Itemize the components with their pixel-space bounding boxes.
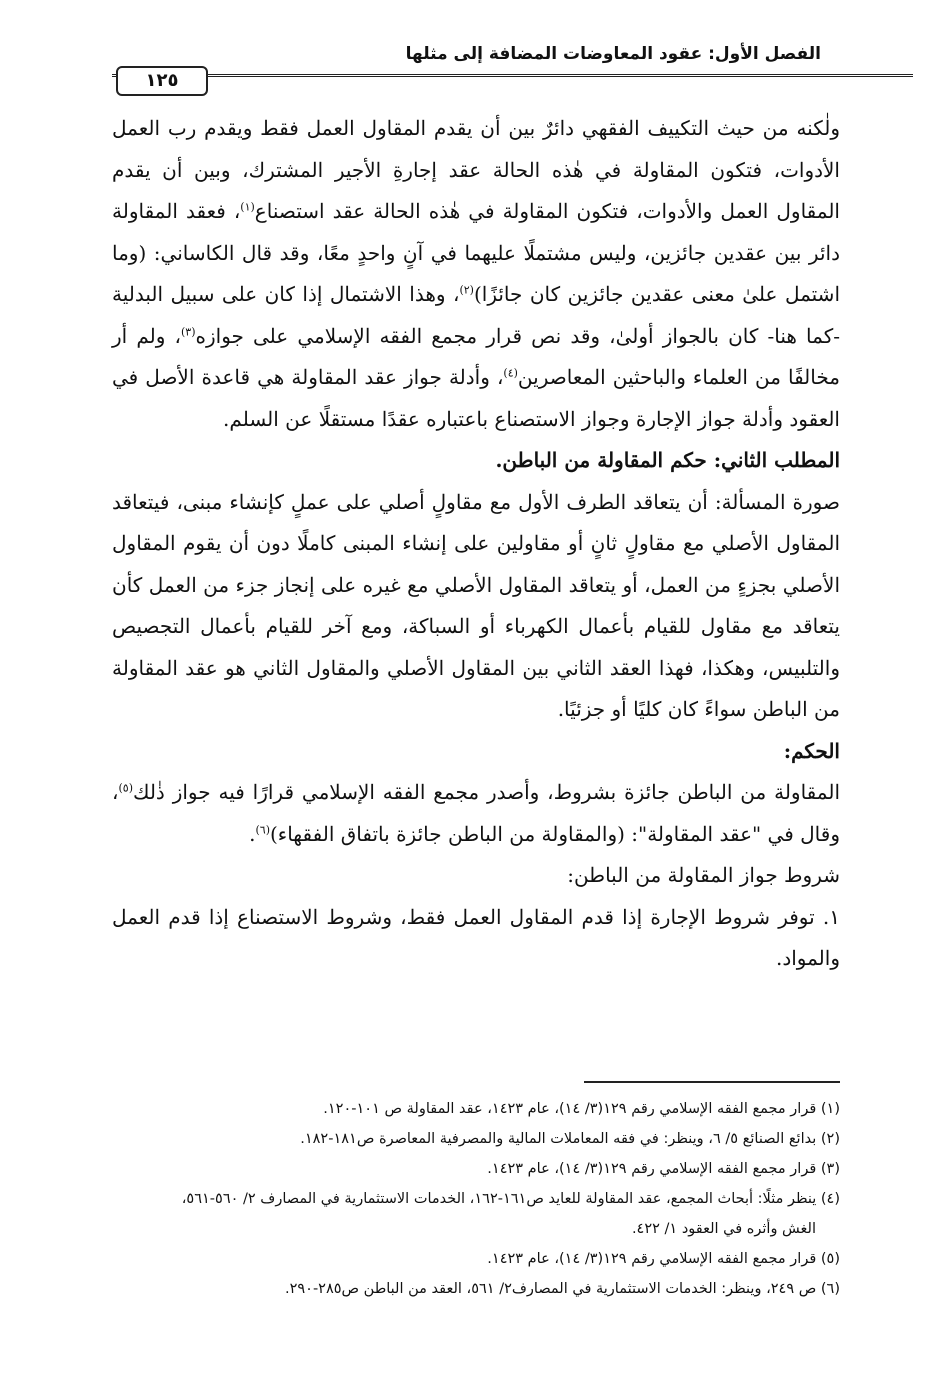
paragraph-segment: ولٰكنه من حيث التكييف الفقهي دائرٌ بين أن يقدم المقاول العمل فقط ويقدم رب العمل الأدوات، فتكون المقاولة في هٰذه الحالة عقد إجارةِ الأجير المشترك، وبين أن يقدم المقاول العمل والأدوات، فتكون المقاولة في هٰذه الحالة عقد استصناع: [112, 116, 840, 223]
footnotes: [112, 1094, 840, 1304]
footnote-ref[interactable]: (١): [240, 200, 255, 214]
conditions-label: شروط جواز المقاولة من الباطن:: [567, 863, 840, 887]
opening-paragraph: [112, 108, 840, 440]
page-number: ١٢٥: [116, 66, 208, 96]
condition-item: ١. توفر شروط الإجارة إذا قدم المقاول العمل فقط، وشروط الاستصناع إذا قدم العمل والمواد.: [112, 904, 840, 970]
footnote-4-continued: الغش وأثره في العقود ١/ ٤٢٢.: [631, 1221, 816, 1237]
case-paragraph: صورة المسألة: أن يتعاقد الطرف الأول مع مقاولٍ أصلي على عملٍ كإنشاء مبنى، فيتعاقد المقاول الأصلي مع مقاولٍ ثانٍ أو مقاولين على إنشاء المبنى كاملًا دون أن يقوم المقاول الأصلي بجزءٍ من العمل، أو يتعاقد المقاول الأصلي مع غيره على إنجاز جزء من العمل كأن يتعاقد مع مقاول للقيام بأعمال الكهرباء أو السباكة، ومع آخر للقيام بأعمال التجصيص والتلبيس، وهكذا، فهذا العقد الثاني بين المقاول الأصلي والمقاول الثاني هو عقد المقاولة من الباطن سواءً كان كليًا أو جزئيًا.: [112, 489, 841, 721]
ruling-paragraph: المقاولة من الباطن جائزة بشروط، وأصدر مجمع الفقه الإسلامي قرارًا فيه جواز ذٰلك$^{(٥)}$، وقال في "عقد المقاولة": (والمقاولة من الباطن جائزة باتفاق الفقهاء)$^{(٦)}$.: [112, 780, 840, 846]
ruling-label: الحكم:: [783, 738, 840, 763]
running-head: الفصل الأول: عقود المعاوضات المضافة إلى مثلها: [405, 44, 821, 64]
footnote-separator: [584, 1081, 840, 1083]
footnote-4: (٤) ينظر مثلًا: أبحاث المجمع، عقد المقاولة للعايد ص١٦١-١٦٢، الخدمات الاستثمارية في المصارف ٢/ ٥٦٠-٥٦١،: [181, 1191, 840, 1207]
paragraph-segment: ، وهذا الاشتمال إذا كان على سبيل البدلية -كما هنا- كان بالجواز أولىٰ، وقد نص قرار مجمع الفقه الإسلامي على جوازه: [112, 282, 840, 348]
footnote-1: (١) قرار مجمع الفقه الإسلامي رقم ١٢٩(٣/ ١٤)، عام ١٤٢٣، عقد المقاولة ص ١٠١-١٢٠.: [323, 1101, 840, 1117]
footnote-ref[interactable]: (٣): [180, 324, 196, 338]
paragraph-segment: ، وأدلة جواز عقد المقاولة هي قاعدة الأصل في العقود وأدلة جواز الإجارة وجواز الاستصناع باعتباره عقدًا مستقلًا عن السلم.: [112, 365, 840, 431]
footnote-ref[interactable]: (٦): [255, 822, 270, 836]
paragraph-segment: المقاولة من الباطن جائزة بشروط، وأصدر مجمع الفقه الإسلامي قرارًا فيه جواز ذٰلك: [132, 780, 840, 804]
header-rule: [112, 74, 913, 77]
section-heading: المطلب الثاني: حكم المقاولة من الباطن.: [495, 448, 840, 472]
footnote-5: (٥) قرار مجمع الفقه الإسلامي رقم ١٢٩(٣/ ١٤)، عام ١٤٢٣.: [487, 1251, 840, 1267]
paragraph-segment: ، فعقد المقاولة دائر بين عقدين جائزين، وليس مشتملًا عليهما في آنٍ واحدٍ معًا، وقد قال الكاساني: (وما اشتمل علىٰ معنى عقدين جائزين كان جائزًا): [112, 199, 841, 306]
footnote-6: (٦) ص ٢٤٩، وينظر: الخدمات الاستثمارية في المصارف٢/ ٥٦١، العقد من الباطن ص٢٨٥-٢٩٠.: [284, 1281, 840, 1297]
footnote-2: (٢) بدائع الصنائع ٥/ ٦، وينظر: في فقه المعاملات المالية والمصرفية المعاصرة ص١٨١-١٨٢.: [300, 1131, 840, 1147]
footnote-3: (٣) قرار مجمع الفقه الإسلامي رقم ١٢٩(٣/ ١٤)، عام ١٤٢٣.: [487, 1161, 840, 1177]
main-text: [112, 108, 840, 980]
footnote-ref[interactable]: (٤): [503, 366, 518, 380]
footnote-ref[interactable]: (٥): [118, 781, 133, 795]
paragraph-segment: ، وقال في "عقد المقاولة": (والمقاولة من الباطن جائزة باتفاق الفقهاء): [112, 780, 840, 846]
footnote-ref[interactable]: (٢): [459, 283, 474, 297]
paragraph-segment: ، ولم أر مخالفًا من العلماء والباحثين المعاصرين: [112, 323, 840, 389]
